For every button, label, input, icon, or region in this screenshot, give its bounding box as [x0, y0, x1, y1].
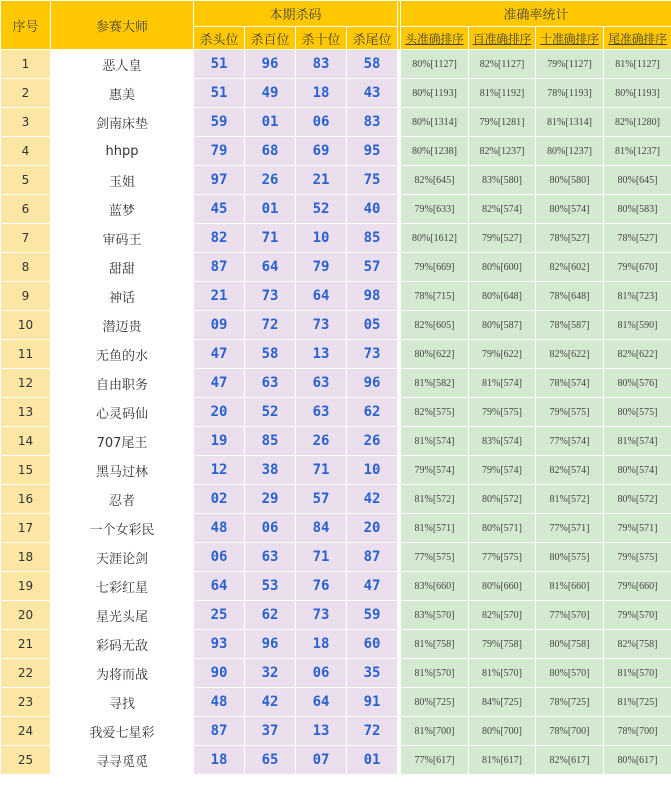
kill-tail-value: 87 — [347, 543, 398, 572]
kill-ten-value: 06 — [296, 659, 347, 688]
head-accuracy-value: 78%[715] — [401, 282, 469, 311]
kill-ten-value: 73 — [296, 311, 347, 340]
row-index: 13 — [1, 398, 51, 427]
master-name: 天涯论剑 — [51, 543, 194, 572]
kill-head-value: 79 — [194, 137, 245, 166]
kill-tail-value: 40 — [347, 195, 398, 224]
ten-accuracy-value: 78%[587] — [536, 311, 604, 340]
ten-accuracy-value: 80%[1237] — [536, 137, 604, 166]
master-name: 忍者 — [51, 485, 194, 514]
table-row — [1, 485, 671, 514]
kill-hundred-value: 58 — [245, 340, 296, 369]
hundred-accuracy-value: 80%[600] — [469, 253, 536, 282]
head-accuracy-value: 77%[617] — [401, 746, 469, 775]
kill-hundred-value: 26 — [245, 166, 296, 195]
kill-hundred-value: 62 — [245, 601, 296, 630]
head-accuracy-value: 82%[645] — [401, 166, 469, 195]
table-row — [1, 224, 671, 253]
ten-accuracy-value: 78%[700] — [536, 717, 604, 746]
kill-hundred-value: 01 — [245, 195, 296, 224]
row-index: 14 — [1, 427, 51, 456]
tail-accuracy-value: 82%[1280] — [604, 108, 671, 137]
tail-accuracy-value: 80%[575] — [604, 398, 671, 427]
head-accuracy-value: 80%[1127] — [401, 50, 469, 79]
kill-head-value: 51 — [194, 50, 245, 79]
master-name: 剑南床垫 — [51, 108, 194, 137]
head-accuracy-value: 80%[1193] — [401, 79, 469, 108]
kill-tail-value: 05 — [347, 311, 398, 340]
kill-hundred-value: 73 — [245, 282, 296, 311]
tail-accuracy-value: 79%[571] — [604, 514, 671, 543]
ten-accuracy-value: 79%[575] — [536, 398, 604, 427]
hundred-accuracy-value: 82%[1127] — [469, 50, 536, 79]
hundred-accuracy-value: 80%[587] — [469, 311, 536, 340]
kill-head-header: 杀头位 — [194, 27, 245, 50]
hundred-accuracy-value: 84%[725] — [469, 688, 536, 717]
ten-accuracy-value: 80%[575] — [536, 543, 604, 572]
head-accuracy-value: 81%[570] — [401, 659, 469, 688]
kill-hundred-value: 65 — [245, 746, 296, 775]
kill-head-value: 21 — [194, 282, 245, 311]
kill-ten-value: 07 — [296, 746, 347, 775]
kill-head-value: 51 — [194, 79, 245, 108]
kill-ten-value: 57 — [296, 485, 347, 514]
kill-tail-value: 91 — [347, 688, 398, 717]
tail-accuracy-value: 79%[570] — [604, 601, 671, 630]
ten-accuracy-value: 82%[602] — [536, 253, 604, 282]
kill-hundred-value: 96 — [245, 630, 296, 659]
row-index: 23 — [1, 688, 51, 717]
kill-ten-value: 64 — [296, 282, 347, 311]
hundred-accuracy-value: 83%[574] — [469, 427, 536, 456]
kill-tail-value: 35 — [347, 659, 398, 688]
kill-hundred-value: 52 — [245, 398, 296, 427]
kill-hundred-value: 63 — [245, 543, 296, 572]
kill-hundred-value: 53 — [245, 572, 296, 601]
kill-ten-value: 64 — [296, 688, 347, 717]
head-accuracy-value: 82%[575] — [401, 398, 469, 427]
row-index: 15 — [1, 456, 51, 485]
kill-head-value: 47 — [194, 340, 245, 369]
kill-hundred-value: 63 — [245, 369, 296, 398]
table-row — [1, 50, 671, 79]
kill-head-value: 87 — [194, 717, 245, 746]
table-row — [1, 601, 671, 630]
table-row — [1, 659, 671, 688]
row-index: 17 — [1, 514, 51, 543]
kill-hundred-value: 71 — [245, 224, 296, 253]
hundred-accuracy-value: 80%[648] — [469, 282, 536, 311]
kill-tail-value: 60 — [347, 630, 398, 659]
ten-accuracy-value: 78%[648] — [536, 282, 604, 311]
kill-head-value: 59 — [194, 108, 245, 137]
kill-ten-value: 71 — [296, 543, 347, 572]
kill-head-value: 02 — [194, 485, 245, 514]
kill-head-value: 20 — [194, 398, 245, 427]
table-row — [1, 398, 671, 427]
table-row — [1, 746, 671, 775]
tail-accuracy-value: 81%[1237] — [604, 137, 671, 166]
hundred-accuracy-value: 81%[570] — [469, 659, 536, 688]
kill-ten-value: 18 — [296, 630, 347, 659]
table-row — [1, 253, 671, 282]
kill-head-value: 48 — [194, 514, 245, 543]
head-accuracy-value: 79%[574] — [401, 456, 469, 485]
kill-hundred-value: 68 — [245, 137, 296, 166]
master-name: 无鱼的水 — [51, 340, 194, 369]
kill-tail-value: 85 — [347, 224, 398, 253]
table-body — [1, 50, 671, 775]
kill-tail-value: 72 — [347, 717, 398, 746]
tail-accuracy-value: 81%[590] — [604, 311, 671, 340]
tail-accuracy-value: 81%[1127] — [604, 50, 671, 79]
table-row — [1, 137, 671, 166]
hundred-accuracy-value: 79%[1281] — [469, 108, 536, 137]
table-row — [1, 166, 671, 195]
kill-hundred-value: 32 — [245, 659, 296, 688]
kill-ten-value: 52 — [296, 195, 347, 224]
ten-accuracy-value: 81%[660] — [536, 572, 604, 601]
kill-ten-value: 10 — [296, 224, 347, 253]
hundred-accuracy-value: 79%[758] — [469, 630, 536, 659]
head-accuracy-value: 80%[622] — [401, 340, 469, 369]
tail-accuracy-value: 81%[574] — [604, 427, 671, 456]
ten-accuracy-value: 78%[527] — [536, 224, 604, 253]
kill-head-value: 25 — [194, 601, 245, 630]
head-accuracy-value: 81%[700] — [401, 717, 469, 746]
master-name: 为将而战 — [51, 659, 194, 688]
kill-tail-value: 26 — [347, 427, 398, 456]
row-index: 8 — [1, 253, 51, 282]
tail-accuracy-value: 79%[575] — [604, 543, 671, 572]
kill-ten-value: 71 — [296, 456, 347, 485]
kill-ten-value: 69 — [296, 137, 347, 166]
table-header — [1, 1, 671, 50]
tail-accuracy-value: 80%[617] — [604, 746, 671, 775]
row-index: 4 — [1, 137, 51, 166]
kill-hundred-value: 38 — [245, 456, 296, 485]
row-index: 18 — [1, 543, 51, 572]
kill-hundred-value: 49 — [245, 79, 296, 108]
master-name: 我爱七星彩 — [51, 717, 194, 746]
tail-accuracy-value: 80%[645] — [604, 166, 671, 195]
kill-ten-value: 13 — [296, 340, 347, 369]
sort-head-accuracy-link[interactable]: 头准确排序 — [401, 27, 469, 50]
tail-accuracy-value: 80%[572] — [604, 485, 671, 514]
table-row — [1, 427, 671, 456]
kill-ten-value: 76 — [296, 572, 347, 601]
kill-head-value: 82 — [194, 224, 245, 253]
ten-accuracy-value: 78%[725] — [536, 688, 604, 717]
hundred-accuracy-value: 82%[1237] — [469, 137, 536, 166]
tail-accuracy-value: 79%[660] — [604, 572, 671, 601]
kill-hundred-value: 42 — [245, 688, 296, 717]
kill-tail-value: 62 — [347, 398, 398, 427]
hundred-accuracy-value: 82%[570] — [469, 601, 536, 630]
head-accuracy-value: 80%[1238] — [401, 137, 469, 166]
kill-head-value: 09 — [194, 311, 245, 340]
table-row — [1, 340, 671, 369]
row-index: 16 — [1, 485, 51, 514]
row-index: 5 — [1, 166, 51, 195]
kill-tail-value: 83 — [347, 108, 398, 137]
kill-ten-value: 13 — [296, 717, 347, 746]
hundred-accuracy-value: 81%[574] — [469, 369, 536, 398]
kill-tail-value: 10 — [347, 456, 398, 485]
hundred-accuracy-value: 80%[700] — [469, 717, 536, 746]
kill-ten-value: 63 — [296, 398, 347, 427]
hundred-accuracy-value: 79%[575] — [469, 398, 536, 427]
ten-accuracy-value: 80%[574] — [536, 195, 604, 224]
master-name: 黑马过林 — [51, 456, 194, 485]
ten-accuracy-value: 81%[572] — [536, 485, 604, 514]
master-name: 自由职务 — [51, 369, 194, 398]
kill-head-value: 97 — [194, 166, 245, 195]
kill-head-value: 64 — [194, 572, 245, 601]
kill-ten-value: 18 — [296, 79, 347, 108]
master-name: hhpp — [51, 137, 194, 166]
kill-ten-value: 73 — [296, 601, 347, 630]
master-name: 寻寻觅觅 — [51, 746, 194, 775]
hundred-accuracy-value: 80%[660] — [469, 572, 536, 601]
kill-tail-value: 57 — [347, 253, 398, 282]
row-index: 24 — [1, 717, 51, 746]
head-accuracy-value: 83%[660] — [401, 572, 469, 601]
kill-group-header: 本期杀码 — [194, 1, 398, 27]
head-accuracy-value: 77%[575] — [401, 543, 469, 572]
kill-ten-value: 63 — [296, 369, 347, 398]
row-index: 7 — [1, 224, 51, 253]
kill-tail-value: 98 — [347, 282, 398, 311]
kill-tail-value: 42 — [347, 485, 398, 514]
kill-ten-value: 26 — [296, 427, 347, 456]
master-name: 恶人皇 — [51, 50, 194, 79]
master-name: 彩码无敌 — [51, 630, 194, 659]
kill-ten-header: 杀十位 — [296, 27, 347, 50]
master-name: 玉姐 — [51, 166, 194, 195]
master-name: 审码王 — [51, 224, 194, 253]
kill-tail-value: 75 — [347, 166, 398, 195]
master-name: 惠美 — [51, 79, 194, 108]
row-index: 20 — [1, 601, 51, 630]
kill-head-value: 45 — [194, 195, 245, 224]
kill-head-value: 87 — [194, 253, 245, 282]
table-row — [1, 630, 671, 659]
master-name: 甜甜 — [51, 253, 194, 282]
kill-head-value: 47 — [194, 369, 245, 398]
table-row — [1, 572, 671, 601]
kill-hundred-value: 72 — [245, 311, 296, 340]
ten-accuracy-value: 82%[617] — [536, 746, 604, 775]
row-index: 19 — [1, 572, 51, 601]
master-name: 一个女彩民 — [51, 514, 194, 543]
master-name: 寻找 — [51, 688, 194, 717]
row-index: 11 — [1, 340, 51, 369]
kill-tail-value: 43 — [347, 79, 398, 108]
kill-head-value: 90 — [194, 659, 245, 688]
tail-accuracy-value: 80%[583] — [604, 195, 671, 224]
head-accuracy-value: 81%[572] — [401, 485, 469, 514]
hundred-accuracy-value: 83%[580] — [469, 166, 536, 195]
master-name: 707尾王 — [51, 427, 194, 456]
kill-ten-value: 06 — [296, 108, 347, 137]
kill-tail-value: 47 — [347, 572, 398, 601]
kill-ten-value: 21 — [296, 166, 347, 195]
hundred-accuracy-value: 80%[571] — [469, 514, 536, 543]
master-name: 七彩红星 — [51, 572, 194, 601]
tail-accuracy-value: 81%[723] — [604, 282, 671, 311]
head-accuracy-value: 81%[571] — [401, 514, 469, 543]
stats-group-header: 准确率统计 — [401, 1, 671, 27]
table-row — [1, 688, 671, 717]
kill-head-value: 19 — [194, 427, 245, 456]
tail-accuracy-value: 80%[576] — [604, 369, 671, 398]
kill-tail-value: 01 — [347, 746, 398, 775]
sort-hundred-accuracy-link[interactable]: 百准确排序 — [469, 27, 536, 50]
kill-tail-value: 73 — [347, 340, 398, 369]
head-accuracy-value: 79%[633] — [401, 195, 469, 224]
hundred-accuracy-value: 79%[622] — [469, 340, 536, 369]
master-name: 潜迈贵 — [51, 311, 194, 340]
kill-ten-value: 79 — [296, 253, 347, 282]
kill-head-value: 18 — [194, 746, 245, 775]
kill-hundred-value: 96 — [245, 50, 296, 79]
sort-tail-accuracy-link[interactable]: 尾准确排序 — [604, 27, 671, 50]
table-row — [1, 195, 671, 224]
table-row — [1, 282, 671, 311]
kill-hundred-value: 29 — [245, 485, 296, 514]
hundred-accuracy-value: 80%[572] — [469, 485, 536, 514]
kill-hundred-value: 64 — [245, 253, 296, 282]
row-index: 10 — [1, 311, 51, 340]
ten-accuracy-value: 77%[571] — [536, 514, 604, 543]
table-row — [1, 108, 671, 137]
kill-hundred-value: 37 — [245, 717, 296, 746]
tail-accuracy-value: 79%[670] — [604, 253, 671, 282]
hundred-accuracy-value: 81%[617] — [469, 746, 536, 775]
row-index: 12 — [1, 369, 51, 398]
kill-tail-value: 96 — [347, 369, 398, 398]
kill-tail-value: 20 — [347, 514, 398, 543]
row-index: 25 — [1, 746, 51, 775]
kill-hundred-header: 杀百位 — [245, 27, 296, 50]
head-accuracy-value: 80%[1314] — [401, 108, 469, 137]
kill-hundred-value: 06 — [245, 514, 296, 543]
tail-accuracy-value: 81%[725] — [604, 688, 671, 717]
kill-tail-value: 95 — [347, 137, 398, 166]
head-accuracy-value: 82%[605] — [401, 311, 469, 340]
hundred-accuracy-value: 79%[527] — [469, 224, 536, 253]
ten-accuracy-value: 82%[574] — [536, 456, 604, 485]
table-row — [1, 456, 671, 485]
head-accuracy-value: 81%[582] — [401, 369, 469, 398]
table-row — [1, 79, 671, 108]
master-name: 蓝梦 — [51, 195, 194, 224]
tail-accuracy-value: 80%[574] — [604, 456, 671, 485]
row-index: 22 — [1, 659, 51, 688]
tail-accuracy-value: 82%[758] — [604, 630, 671, 659]
tail-accuracy-value: 82%[622] — [604, 340, 671, 369]
master-header: 参赛大师 — [51, 1, 194, 50]
kill-head-value: 06 — [194, 543, 245, 572]
table-row — [1, 543, 671, 572]
hundred-accuracy-value: 81%[1192] — [469, 79, 536, 108]
sort-ten-accuracy-link[interactable]: 十准确排序 — [536, 27, 604, 50]
hundred-accuracy-value: 82%[574] — [469, 195, 536, 224]
head-accuracy-value: 83%[570] — [401, 601, 469, 630]
kill-ten-value: 83 — [296, 50, 347, 79]
kill-head-value: 93 — [194, 630, 245, 659]
ten-accuracy-value: 81%[1314] — [536, 108, 604, 137]
table-row — [1, 311, 671, 340]
ten-accuracy-value: 78%[1193] — [536, 79, 604, 108]
hundred-accuracy-value: 79%[574] — [469, 456, 536, 485]
kill-tail-value: 58 — [347, 50, 398, 79]
tail-accuracy-value: 80%[1193] — [604, 79, 671, 108]
row-index: 1 — [1, 50, 51, 79]
master-name: 心灵码仙 — [51, 398, 194, 427]
row-index: 2 — [1, 79, 51, 108]
ten-accuracy-value: 77%[574] — [536, 427, 604, 456]
row-index: 3 — [1, 108, 51, 137]
head-accuracy-value: 80%[725] — [401, 688, 469, 717]
head-accuracy-value: 79%[669] — [401, 253, 469, 282]
row-index: 9 — [1, 282, 51, 311]
kill-tail-header: 杀尾位 — [347, 27, 398, 50]
ten-accuracy-value: 80%[570] — [536, 659, 604, 688]
kill-hundred-value: 85 — [245, 427, 296, 456]
head-accuracy-value: 81%[758] — [401, 630, 469, 659]
kill-hundred-value: 01 — [245, 108, 296, 137]
row-index: 6 — [1, 195, 51, 224]
ten-accuracy-value: 80%[580] — [536, 166, 604, 195]
tail-accuracy-value: 78%[700] — [604, 717, 671, 746]
table-row — [1, 514, 671, 543]
kill-ten-value: 84 — [296, 514, 347, 543]
kill-tail-value: 59 — [347, 601, 398, 630]
head-accuracy-value: 81%[574] — [401, 427, 469, 456]
hundred-accuracy-value: 77%[575] — [469, 543, 536, 572]
tail-accuracy-value: 81%[570] — [604, 659, 671, 688]
ten-accuracy-value: 82%[622] — [536, 340, 604, 369]
ten-accuracy-value: 77%[570] — [536, 601, 604, 630]
index-header: 序号 — [1, 1, 51, 50]
ten-accuracy-value: 80%[758] — [536, 630, 604, 659]
master-name: 神话 — [51, 282, 194, 311]
table-row — [1, 369, 671, 398]
tail-accuracy-value: 78%[527] — [604, 224, 671, 253]
kill-head-value: 12 — [194, 456, 245, 485]
master-name: 星光头尾 — [51, 601, 194, 630]
ten-accuracy-value: 78%[574] — [536, 369, 604, 398]
kill-head-value: 48 — [194, 688, 245, 717]
row-index: 21 — [1, 630, 51, 659]
table-row — [1, 717, 671, 746]
head-accuracy-value: 80%[1612] — [401, 224, 469, 253]
ten-accuracy-value: 79%[1127] — [536, 50, 604, 79]
